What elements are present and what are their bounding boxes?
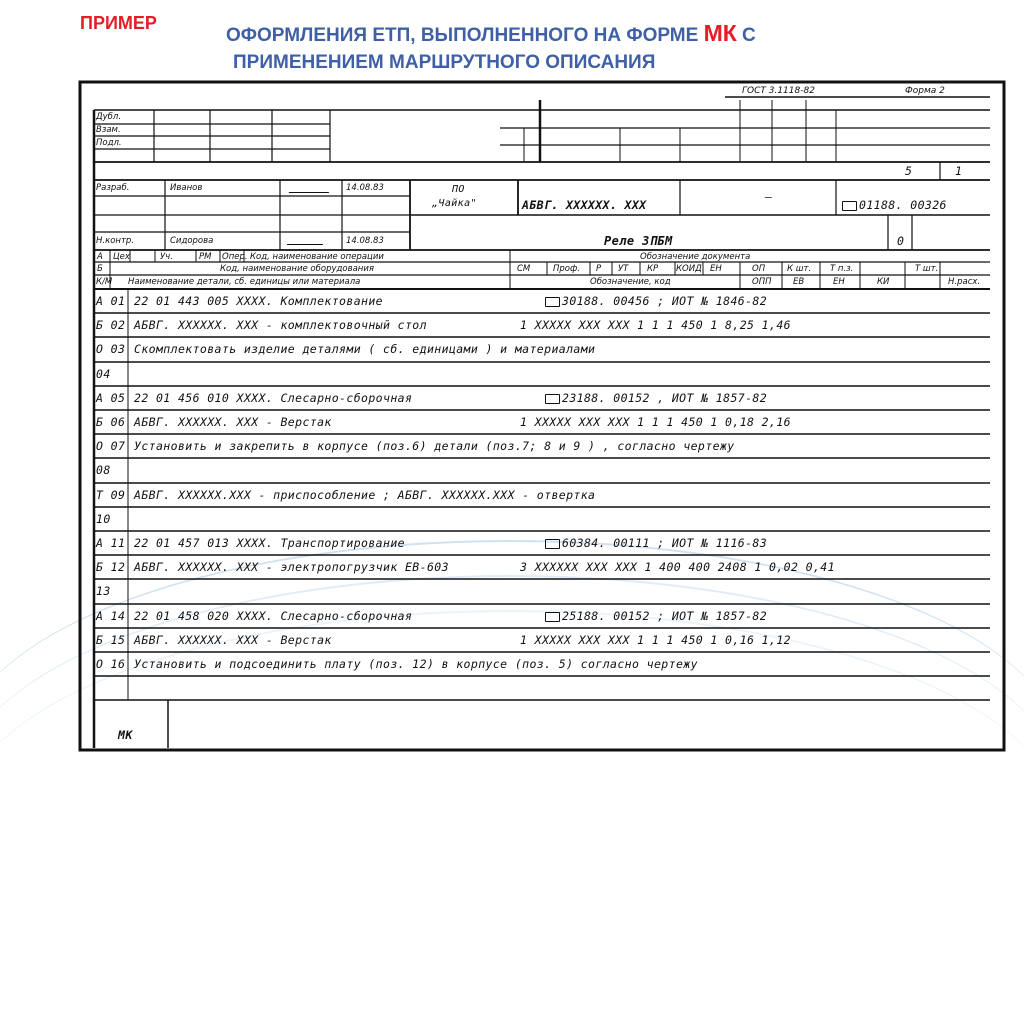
col-head-oper: Опер. xyxy=(222,252,248,262)
sheet-number: 1 xyxy=(955,164,963,178)
row-label: О 07 xyxy=(96,439,126,453)
col-head-opp: ОПП xyxy=(752,277,772,287)
col-head-r: Р xyxy=(596,264,602,274)
dash-mark: — xyxy=(765,190,773,204)
gost-label: ГОСТ 3.1118-82 xyxy=(742,86,815,96)
col-head-en2: ЕН xyxy=(833,277,845,287)
document-code-right xyxy=(842,198,947,212)
title-part-1: ОФОРМЛЕНИЯ ЕТП, ВЫПОЛНЕННОГО НА ФОРМЕ xyxy=(226,25,704,46)
row-document-ref-text: 25188. 00152 ; ИОТ № 1857-82 xyxy=(562,609,768,623)
row-text: АБВГ. ХХХХХХ. ХХХ - Верстак xyxy=(134,633,332,647)
example-label: ПРИМЕР xyxy=(80,13,157,33)
row-text: 22 01 457 013 ХХХХ. Транспортирование xyxy=(134,536,405,550)
nkontr-name: Сидорова xyxy=(170,236,214,246)
row-label: А 01 xyxy=(96,294,126,308)
col-head-material: Наименование детали, сб. единицы или материала xyxy=(128,277,361,287)
nkontr-date: 14.08.83 xyxy=(346,236,384,246)
box-icon xyxy=(545,539,560,549)
product-name: Реле ЗПБМ xyxy=(604,234,673,248)
col-head-ut: УТ xyxy=(618,264,629,274)
row-label: Б 12 xyxy=(96,560,126,574)
document-code: АБВГ. ХХХХХХ. ХХХ xyxy=(522,198,647,212)
row-label: 08 xyxy=(96,463,111,477)
row-text: Скомплектовать изделие деталями ( сб. единицами ) и материалами xyxy=(134,342,596,356)
row-document-ref xyxy=(545,536,767,550)
row-values: 3 ХХХХХХ ХХХ ХХХ 1 400 400 2408 1 0,02 0,41 xyxy=(520,560,835,574)
row-label: А 14 xyxy=(96,609,126,623)
razrab-label: Разраб. xyxy=(96,183,130,193)
row-text: АБВГ. ХХХХХХ.ХХХ - приспособление ; АБВГ. ХХХХХХ.ХХХ - отвертка xyxy=(134,488,596,502)
podl-label: Подл. xyxy=(96,138,122,148)
col-head-kr: КР xyxy=(647,264,659,274)
enterprise-line2: „Чайка" xyxy=(432,198,477,209)
razrab-signature xyxy=(289,186,332,193)
col-head-tpz: Т п.з. xyxy=(830,264,854,274)
row-values: 1 ХХХХХ ХХХ ХХХ 1 1 1 450 1 8,25 1,46 xyxy=(520,318,791,332)
col-head-a: А xyxy=(97,252,103,262)
col-head-equipment: Код, наименование оборудования xyxy=(220,264,374,274)
col-head-ceh: Цех xyxy=(113,252,130,262)
col-head-doc: Обозначение документа xyxy=(640,252,751,262)
col-head-kshm: К шт. xyxy=(787,264,812,274)
razrab-name: Иванов xyxy=(170,183,203,193)
dubl-label: Дубл. xyxy=(96,112,122,122)
footer-mk-label: МК xyxy=(118,728,133,742)
row-document-ref xyxy=(545,609,767,623)
col-head-operation: Код, наименование операции xyxy=(250,252,384,262)
col-head-sm: СМ xyxy=(517,264,531,274)
box-icon xyxy=(545,297,560,307)
col-head-nrash: Н.расх. xyxy=(948,277,981,287)
row-label: 13 xyxy=(96,584,111,598)
row-text: АБВГ. ХХХХХХ. ХХХ - электропогрузчик ЕВ-603 xyxy=(134,560,449,574)
col-head-rm: РМ xyxy=(199,252,212,262)
col-head-en: ЕН xyxy=(710,264,722,274)
row-document-ref-text: 60384. 00111 ; ИОТ № 1116-83 xyxy=(562,536,768,550)
row-text: 22 01 458 020 ХХХХ. Слесарно-сборочная xyxy=(134,609,413,623)
razrab-date: 14.08.83 xyxy=(346,183,384,193)
form-number: Форма 2 xyxy=(905,86,945,96)
row-text: АБВГ. ХХХХХХ. ХХХ - Верстак xyxy=(134,415,332,429)
col-head-prof: Проф. xyxy=(553,264,580,274)
col-head-ki: КИ xyxy=(877,277,890,287)
zero-mark: 0 xyxy=(897,234,905,248)
row-text: Установить и подсоединить плату (поз. 12) в корпусе (поз. 5) согласно чертежу xyxy=(134,657,698,671)
row-text: 22 01 443 005 ХХХХ. Комплектование xyxy=(134,294,384,308)
row-document-ref-text: 30188. 00456 ; ИОТ № 1846-82 xyxy=(562,294,768,308)
code-right-text: 01188. 00326 xyxy=(859,198,947,212)
row-label: 10 xyxy=(96,512,111,526)
col-head-op: ОП xyxy=(752,264,766,274)
col-head-ev: ЕВ xyxy=(793,277,805,287)
box-icon xyxy=(545,612,560,622)
row-label: А 05 xyxy=(96,391,126,405)
row-label: Т 09 xyxy=(96,488,126,502)
title-mk: МК xyxy=(703,20,737,46)
row-label: О 03 xyxy=(96,342,126,356)
row-text: АБВГ. ХХХХХХ. ХХХ - комплектовочный стол xyxy=(134,318,427,332)
row-text: Установить и закрепить в корпусе (поз.6) детали (поз.7; 8 и 9 ) , согласно чертежу xyxy=(134,439,735,453)
row-text: 22 01 456 010 ХХХХ. Слесарно-сборочная xyxy=(134,391,413,405)
title-part-2: С xyxy=(736,25,756,46)
col-head-code: Обозначение, код xyxy=(590,277,671,287)
col-head-uch: Уч. xyxy=(160,252,173,262)
row-values: 1 ХХХХХ ХХХ ХХХ 1 1 1 450 1 0,16 1,12 xyxy=(520,633,791,647)
row-document-ref-text: 23188. 00152 , ИОТ № 1857-82 xyxy=(562,391,768,405)
box-icon xyxy=(545,394,560,404)
col-head-km: К/М xyxy=(96,277,113,287)
row-label: 04 xyxy=(96,367,111,381)
enterprise-line1: ПО xyxy=(452,184,465,195)
col-head-koid: КОИД xyxy=(676,264,702,274)
row-label: Б 15 xyxy=(96,633,126,647)
nkontr-signature xyxy=(287,238,326,245)
nkontr-label: Н.контр. xyxy=(96,236,135,246)
row-document-ref xyxy=(545,391,767,405)
row-label: А 11 xyxy=(96,536,126,550)
box-icon xyxy=(842,201,857,211)
slide-title-line2: ПРИМЕНЕНИЕМ МАРШРУТНОГО ОПИСАНИЯ xyxy=(233,52,656,73)
sheet-total: 5 xyxy=(905,164,913,178)
row-label: Б 02 xyxy=(96,318,126,332)
row-values: 1 ХХХХХ ХХХ ХХХ 1 1 1 450 1 0,18 2,16 xyxy=(520,415,791,429)
row-document-ref xyxy=(545,294,767,308)
vzam-label: Взам. xyxy=(96,125,121,135)
col-head-tsht: Т шт. xyxy=(915,264,939,274)
col-head-b: Б xyxy=(97,264,103,274)
row-label: Б 06 xyxy=(96,415,126,429)
row-label: О 16 xyxy=(96,657,126,671)
